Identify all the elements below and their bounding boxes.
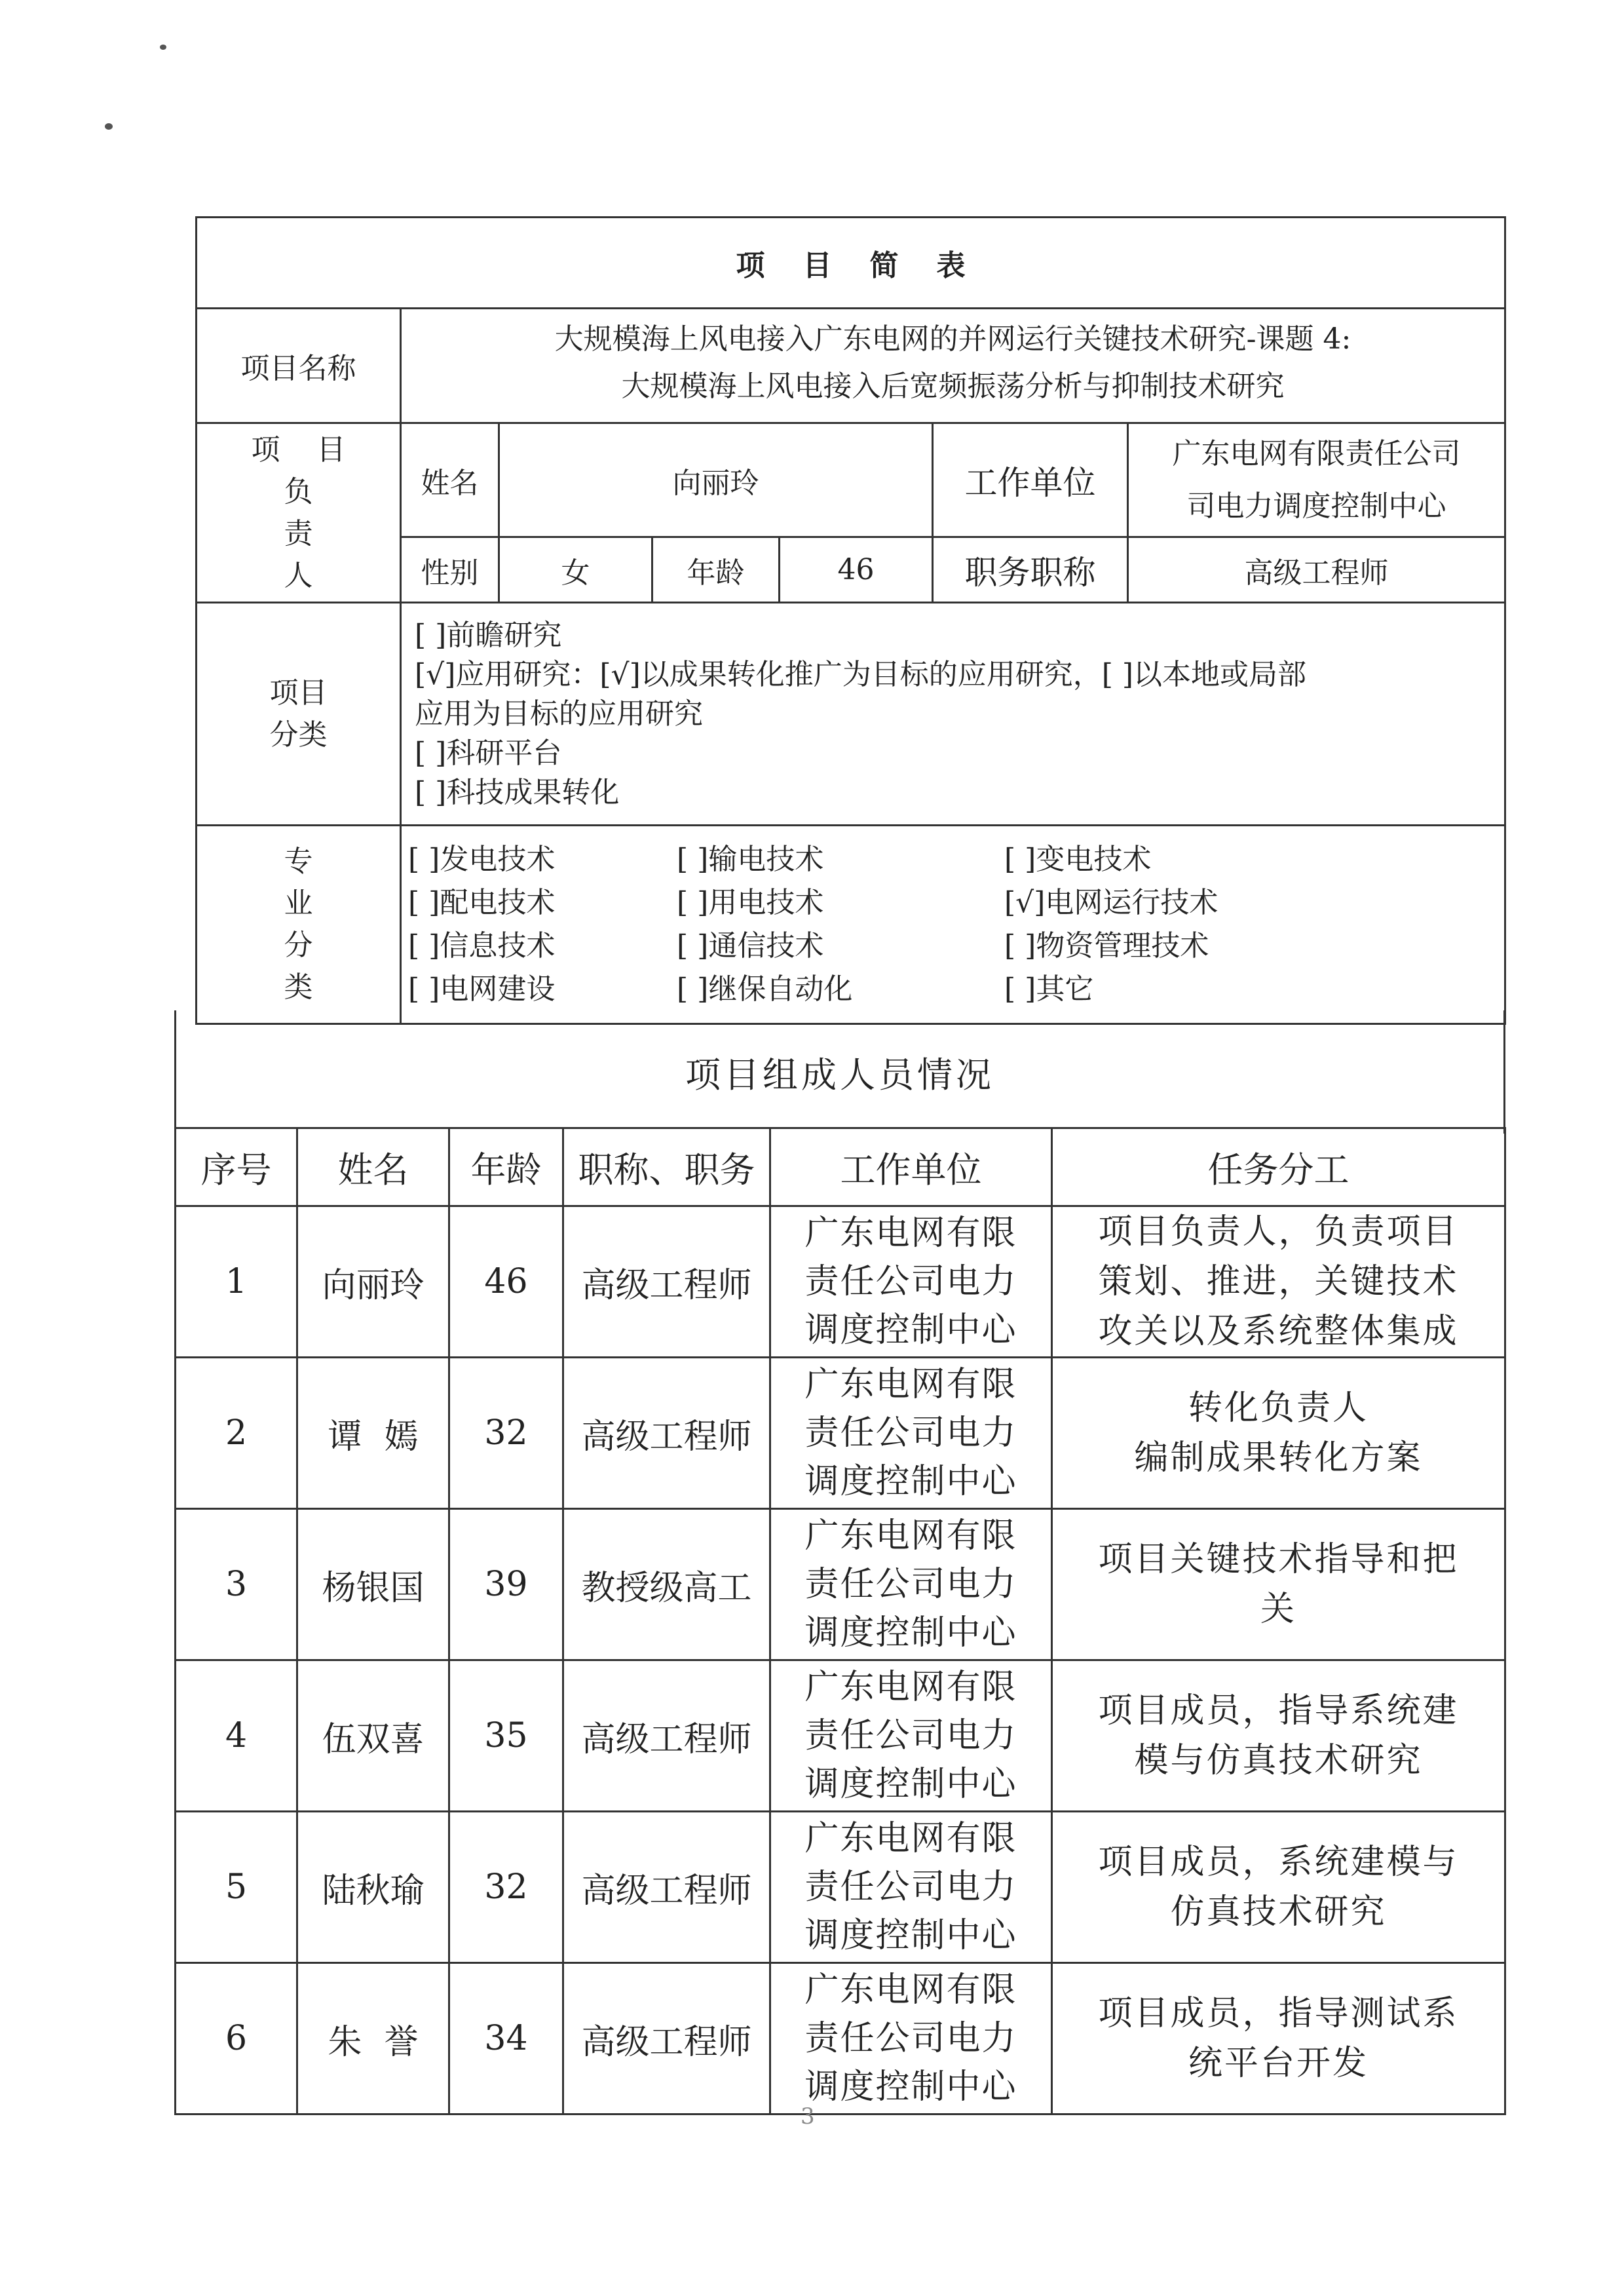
column-header: 年龄 bbox=[449, 1128, 563, 1206]
member-task bbox=[1052, 1660, 1505, 1812]
classification-label-line: 分类 bbox=[269, 718, 328, 752]
member-unit-line: 调度控制中心 bbox=[804, 1916, 1017, 1955]
classification-line: [ ]前瞻研究 bbox=[415, 618, 562, 652]
member-no: 1 bbox=[176, 1206, 297, 1358]
member-task-line: 关 bbox=[1260, 1590, 1296, 1629]
leader-gender: 女 bbox=[499, 537, 652, 603]
age-label: 年龄 bbox=[652, 537, 780, 603]
member-task-line: 策划、推进，关键技术 bbox=[1098, 1262, 1459, 1301]
member-task-line: 攻关以及系统整体集成 bbox=[1098, 1312, 1459, 1351]
member-task bbox=[1052, 1812, 1505, 1963]
member-task-line: 项目成员，系统建模与 bbox=[1098, 1843, 1459, 1882]
member-name: 杨银国 bbox=[297, 1509, 449, 1660]
specialty-option: [ ]通信技术 bbox=[677, 929, 824, 963]
specialty-label-line: 类 bbox=[284, 970, 313, 1004]
member-age: 46 bbox=[449, 1206, 563, 1358]
member-unit bbox=[770, 1963, 1052, 2114]
member-unit-line: 广东电网有限 bbox=[804, 1668, 1017, 1707]
member-title: 高级工程师 bbox=[563, 1812, 770, 1963]
member-task-line: 项目负责人，负责项目 bbox=[1098, 1212, 1459, 1252]
specialty-label-line: 业 bbox=[284, 887, 313, 920]
member-unit bbox=[770, 1509, 1052, 1660]
leader-label-line: 项 目 bbox=[251, 432, 346, 467]
scan-speck bbox=[160, 45, 166, 50]
member-unit bbox=[770, 1358, 1052, 1509]
member-name: 向丽玲 bbox=[297, 1206, 449, 1358]
member-task bbox=[1052, 1509, 1505, 1660]
member-unit bbox=[770, 1206, 1052, 1358]
specialty-label bbox=[197, 826, 401, 1024]
member-no: 5 bbox=[176, 1812, 297, 1963]
member-unit-line: 责任公司电力 bbox=[804, 1262, 1017, 1301]
member-row bbox=[176, 1963, 1505, 2114]
leader-label bbox=[197, 423, 401, 603]
specialty-options bbox=[401, 826, 1505, 1024]
column-header: 姓名 bbox=[297, 1128, 449, 1206]
member-age: 35 bbox=[449, 1660, 563, 1812]
leader-unit bbox=[1128, 423, 1505, 537]
member-unit-line: 广东电网有限 bbox=[804, 1819, 1017, 1858]
classification-line: [ ]科技成果转化 bbox=[415, 775, 620, 809]
leader-age: 46 bbox=[780, 537, 933, 603]
member-title: 高级工程师 bbox=[563, 1206, 770, 1358]
project-name-line: 大规模海上风电接入广东电网的并网运行关键技术研究-课题 4: bbox=[554, 322, 1351, 356]
column-header: 任务分工 bbox=[1052, 1128, 1505, 1206]
specialty-label-line: 分 bbox=[284, 928, 313, 962]
member-unit-line: 责任公司电力 bbox=[804, 1565, 1017, 1604]
member-task-line: 统平台开发 bbox=[1188, 2044, 1369, 2083]
member-task-line: 模与仿真技术研究 bbox=[1134, 1741, 1423, 1780]
scan-speck bbox=[105, 123, 113, 130]
specialty-option: [ ]其它 bbox=[1004, 972, 1094, 1006]
member-task bbox=[1052, 1963, 1505, 2114]
member-no: 6 bbox=[176, 1963, 297, 2114]
unit-label: 工作单位 bbox=[933, 423, 1128, 537]
project-name-label: 项目名称 bbox=[197, 309, 401, 423]
member-title: 高级工程师 bbox=[563, 1358, 770, 1509]
classification-line: [ ]科研平台 bbox=[415, 736, 562, 770]
specialty-option: [ ]输电技术 bbox=[677, 843, 824, 876]
member-no: 3 bbox=[176, 1509, 297, 1660]
classification-label-line: 项目 bbox=[269, 676, 328, 710]
specialty-option: [√]电网运行技术 bbox=[1004, 886, 1218, 919]
member-age: 32 bbox=[449, 1812, 563, 1963]
member-title: 教授级高工 bbox=[563, 1509, 770, 1660]
column-header: 工作单位 bbox=[770, 1128, 1052, 1206]
member-row bbox=[176, 1509, 1505, 1660]
specialty-label-line: 专 bbox=[284, 845, 313, 878]
member-unit-line: 调度控制中心 bbox=[804, 1311, 1017, 1350]
member-task-line: 项目成员，指导测试系 bbox=[1098, 1994, 1459, 2033]
gender-label: 性别 bbox=[401, 537, 499, 603]
member-unit-line: 调度控制中心 bbox=[804, 1765, 1017, 1804]
specialty-option: [ ]用电技术 bbox=[677, 886, 824, 919]
member-age: 34 bbox=[449, 1963, 563, 2114]
classification-options bbox=[401, 603, 1505, 826]
specialty-option: [ ]信息技术 bbox=[408, 929, 556, 963]
member-title: 高级工程师 bbox=[563, 1963, 770, 2114]
member-name: 谭嫣 bbox=[297, 1358, 449, 1509]
specialty-option: [ ]配电技术 bbox=[408, 886, 556, 919]
member-no: 4 bbox=[176, 1660, 297, 1812]
member-no: 2 bbox=[176, 1358, 297, 1509]
specialty-option: [ ]变电技术 bbox=[1004, 843, 1152, 876]
member-unit-line: 广东电网有限 bbox=[804, 1214, 1017, 1253]
member-unit-line: 责任公司电力 bbox=[804, 1867, 1017, 1907]
classification-label bbox=[197, 603, 401, 826]
project-summary-table bbox=[195, 216, 1506, 1025]
leader-label-line: 负 bbox=[284, 474, 313, 508]
leader-unit-line: 广东电网有限责任公司 bbox=[1172, 436, 1461, 470]
project-name bbox=[401, 309, 1505, 423]
specialty-option: [ ]电网建设 bbox=[408, 972, 556, 1006]
member-unit-line: 责任公司电力 bbox=[804, 1413, 1017, 1453]
page-number: 3 bbox=[801, 2103, 815, 2130]
classification-line: 应用为目标的应用研究 bbox=[415, 697, 703, 731]
member-task-line: 项目关键技术指导和把 bbox=[1098, 1540, 1459, 1579]
member-row bbox=[176, 1206, 1505, 1358]
members-table bbox=[174, 1127, 1506, 2115]
leader-label-line: 责 bbox=[284, 516, 313, 550]
member-title: 高级工程师 bbox=[563, 1660, 770, 1812]
column-header: 序号 bbox=[176, 1128, 297, 1206]
members-heading: 项目组成人员情况 bbox=[174, 1010, 1505, 1134]
member-name: 朱誉 bbox=[297, 1963, 449, 2114]
specialty-option: [ ]继保自动化 bbox=[677, 972, 853, 1006]
member-task bbox=[1052, 1206, 1505, 1358]
member-row bbox=[176, 1812, 1505, 1963]
member-task-line: 转化负责人 bbox=[1188, 1388, 1369, 1428]
member-task-line: 仿真技术研究 bbox=[1170, 1892, 1387, 1932]
member-unit-line: 广东电网有限 bbox=[804, 1516, 1017, 1556]
member-task bbox=[1052, 1358, 1505, 1509]
member-unit-line: 调度控制中心 bbox=[804, 1613, 1017, 1653]
leader-name: 向丽玲 bbox=[499, 423, 933, 537]
member-age: 32 bbox=[449, 1358, 563, 1509]
member-unit bbox=[770, 1812, 1052, 1963]
name-label: 姓名 bbox=[401, 423, 499, 537]
column-header: 职称、职务 bbox=[563, 1128, 770, 1206]
leader-label-line: 人 bbox=[284, 558, 313, 592]
member-task-line: 编制成果转化方案 bbox=[1134, 1438, 1423, 1478]
project-name-line: 大规模海上风电接入后宽频振荡分析与抑制技术研究 bbox=[621, 370, 1285, 403]
specialty-option: [ ]物资管理技术 bbox=[1004, 929, 1209, 963]
member-unit-line: 广东电网有限 bbox=[804, 1970, 1017, 2010]
classification-line: [√]应用研究：[√]以成果转化推广为目标的应用研究，[ ]以本地或局部 bbox=[415, 657, 1307, 691]
specialty-option: [ ]发电技术 bbox=[408, 843, 556, 876]
member-unit-line: 责任公司电力 bbox=[804, 1716, 1017, 1755]
form-title: 项目简表 bbox=[197, 218, 1505, 309]
leader-unit-line: 司电力调度控制中心 bbox=[1186, 489, 1446, 523]
member-row bbox=[176, 1358, 1505, 1509]
member-unit bbox=[770, 1660, 1052, 1812]
member-name: 陆秋瑜 bbox=[297, 1812, 449, 1963]
member-unit-line: 广东电网有限 bbox=[804, 1365, 1017, 1404]
member-unit-line: 调度控制中心 bbox=[804, 2067, 1017, 2107]
member-unit-line: 责任公司电力 bbox=[804, 2019, 1017, 2058]
member-unit-line: 调度控制中心 bbox=[804, 1462, 1017, 1501]
leader-title: 高级工程师 bbox=[1128, 537, 1505, 603]
member-age: 39 bbox=[449, 1509, 563, 1660]
member-row bbox=[176, 1660, 1505, 1812]
title-label: 职务职称 bbox=[933, 537, 1128, 603]
member-name: 伍双喜 bbox=[297, 1660, 449, 1812]
members-header-row bbox=[176, 1128, 1505, 1206]
member-task-line: 项目成员，指导系统建 bbox=[1098, 1691, 1459, 1731]
